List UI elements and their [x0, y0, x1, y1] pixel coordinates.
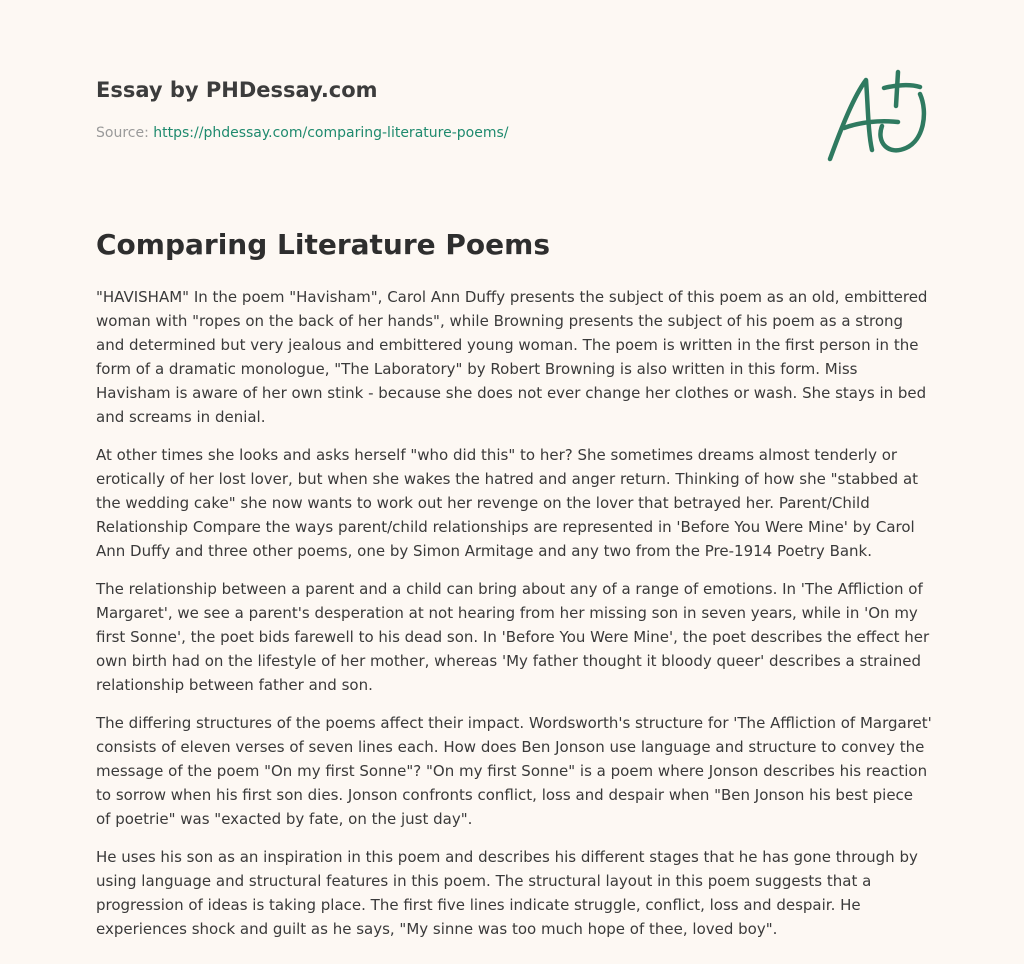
paragraph: The differing structures of the poems affect their impact. Wordsworth's structure for 'The Affliction of Margaret' consists of eleven verses of seven lines each. How does Ben Jonson use language and structure to convey the message of the poem "On my first Sonne"? "On my first Sonne" is a poem where Jonson describes his reaction to sorrow when his first son dies. Jonson confronts conflict, loss and despair when "Ben Jonson his best piece of poetrie" was "exacted by fate, on the just day".: [96, 714, 932, 828]
article-body: [96, 285, 932, 955]
page-header: [96, 76, 796, 141]
source-link[interactable]: https://phdessay.com/comparing-literature-poems/: [153, 125, 509, 141]
page-title: Comparing Literature Poems: [96, 228, 551, 261]
letter-a-stroke: [830, 80, 872, 159]
paragraph: He uses his son as an inspiration in this poem and describes his different stages that he has gone through by using language and structural features in this poem. The structural layout in this poem suggests that a progression of ideas is taking place. The first five lines indicate struggle, conflict, loss and despair. He experiences shock and guilt as he says, "My sinne was too much hope of thee, loved boy".: [96, 848, 918, 938]
plus-vertical: [896, 72, 898, 106]
paragraph: "HAVISHAM" In the poem "Havisham", Carol Ann Duffy presents the subject of this poem as an old, embittered woman with "ropes on the back of her hands", while Browning presents the subject of his poem as a strong and determined but very jealous and embittered young woman. The poem is written in the first person in the form of a dramatic monologue, "The Laboratory" by Robert Browning is also written in this form. Miss Havisham is aware of her own stink - because she does not ever change her clothes or wash. She stays in bed and screams in denial.: [96, 288, 928, 426]
source-line: [96, 124, 508, 142]
paragraph: At other times she looks and asks herself "who did this" to her? She sometimes dreams almost tenderly or erotically of her lost lover, but when she wakes the hatred and anger return. Thinking of how she "stabbed at the wedding cake" she now wants to work out her revenge on the lover that betrayed her. Parent/Child Relationship Compare the ways parent/child relationships are represented in 'Before You Were Mine' by Carol Ann Duffy and three other poems, one by Simon Armitage and any two from the Pre-1914 Poetry Bank.: [96, 446, 919, 560]
brand-title: Essay by PHDessay.com: [96, 78, 378, 102]
a-plus-grade-icon: [820, 66, 930, 166]
paragraph: The relationship between a parent and a child can bring about any of a range of emotions. In 'The Affliction of Margaret', we see a parent's desperation at not hearing from her missing son in seven years, while in 'On my first Sonne', the poet bids farewell to his dead son. In 'Before You Were Mine', the poet describes the effect her own birth had on the lifestyle of her mother, whereas 'My father thought it bloody queer' describes a strained relationship between father and son.: [96, 580, 930, 694]
plus-horizontal: [884, 85, 920, 88]
source-label: Source:: [96, 125, 149, 141]
